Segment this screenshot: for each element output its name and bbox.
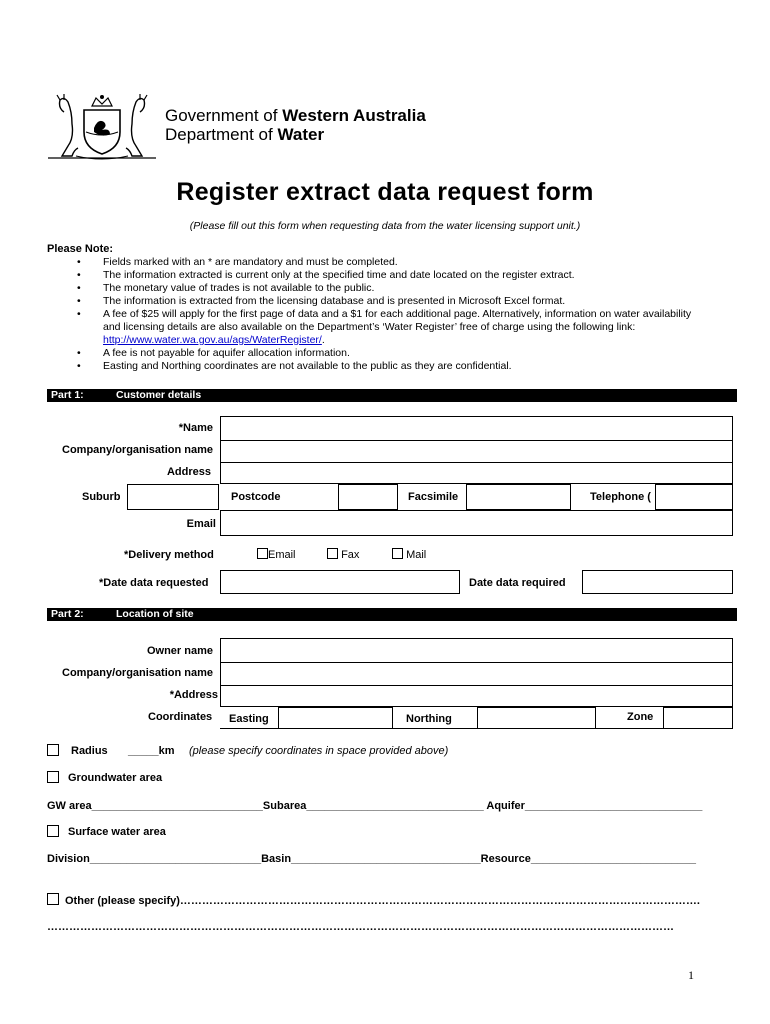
suburb-field[interactable] — [127, 484, 219, 510]
form-title: Register extract data request form — [176, 178, 594, 206]
postcode-label: Postcode — [231, 491, 281, 503]
easting-field[interactable] — [278, 707, 393, 729]
delivery-method-label: *Delivery method — [124, 549, 214, 561]
address-label: Address — [166, 466, 211, 478]
note-item: • A fee is not payable for aquifer allocation information. — [77, 347, 350, 359]
date-requested-label: *Date data requested — [99, 577, 209, 589]
surface-water-checkbox[interactable] — [47, 825, 59, 837]
mail-checkbox[interactable] — [392, 548, 403, 559]
site-address-label: *Address — [169, 689, 218, 701]
groundwater-label: Groundwater area — [68, 772, 163, 784]
part2-title: Location of site — [116, 608, 194, 620]
notes-heading: Please Note: — [47, 243, 114, 255]
northing-field[interactable] — [477, 707, 596, 729]
other-continuation-line[interactable]: ……………………………………………………………………………………………………………………………………………………… — [47, 921, 674, 933]
site-company-label: Company/organisation name — [62, 667, 213, 679]
note-item: • Easting and Northing coordinates are not available to the public as they are confidential. — [77, 360, 512, 372]
company-field[interactable] — [220, 440, 733, 462]
part1-number: Part 1: — [51, 389, 84, 401]
delivery-option-fax[interactable]: Fax — [327, 548, 359, 562]
form-subtitle: (Please fill out this form when requesting data from the water licensing support unit.) — [189, 220, 581, 232]
northing-label: Northing — [406, 713, 452, 725]
radius-hint: (please specify coordinates in space provided above) — [189, 745, 449, 757]
zone-label: Zone — [627, 711, 654, 723]
note-item: • The information is extracted from the licensing database and is presented in Microsoft Excel format. — [77, 295, 566, 307]
delivery-option-mail[interactable]: Mail — [392, 548, 426, 562]
water-register-link[interactable]: http://www.water.wa.gov.au/ags/WaterRegister/ — [103, 334, 322, 346]
email-field[interactable] — [220, 510, 733, 536]
wa-government-crest-logo — [46, 92, 158, 164]
company-label: Company/organisation name — [62, 444, 213, 456]
address-field[interactable] — [220, 462, 733, 484]
notes-list — [65, 256, 710, 373]
radius-km-blank[interactable]: _____km — [128, 745, 175, 757]
zone-field[interactable] — [663, 707, 733, 729]
coordinates-label: Coordinates — [148, 711, 213, 723]
note-item: • A fee of $25 will apply for the first page of data and a $1 for each additional page. Alternatively, information on water availability and licensing details are also available on the Department’s ‘Water Register’ free of charge using the following link: http://www.water.wa.gov.au/ags/WaterRegister/. — [77, 308, 692, 346]
part1-header-bar — [47, 389, 737, 402]
delivery-option-email[interactable]: Email — [257, 548, 296, 562]
part2-header-bar — [47, 608, 737, 621]
name-label: *Name — [178, 422, 213, 434]
facsimile-field[interactable] — [466, 484, 571, 510]
department-heading: Department of Water — [165, 125, 325, 144]
date-required-field[interactable] — [582, 570, 733, 594]
note-item: • The information extracted is current only at the specified time and date located on the register extract. — [77, 269, 575, 281]
groundwater-checkbox[interactable] — [47, 771, 59, 783]
radius-label: Radius — [71, 745, 108, 757]
easting-label: Easting — [229, 713, 269, 725]
surface-water-label: Surface water area — [68, 826, 166, 838]
postcode-field[interactable] — [338, 484, 398, 510]
facsimile-label: Facsimile — [408, 491, 459, 503]
part2-number: Part 2: — [51, 608, 84, 620]
division-basin-resource-line[interactable]: Division____________________________Basin_______________________________Resource___________________________ — [47, 853, 696, 865]
name-field[interactable] — [220, 416, 733, 440]
site-company-field[interactable] — [220, 662, 733, 685]
radius-checkbox[interactable] — [47, 744, 59, 756]
date-required-label: Date data required — [469, 577, 566, 589]
email-checkbox[interactable] — [257, 548, 268, 559]
gw-subarea-aquifer-line[interactable]: GW area____________________________Subarea_____________________________ Aquifer_____________________________ — [47, 800, 703, 812]
fax-checkbox[interactable] — [327, 548, 338, 559]
suburb-label: Suburb — [82, 491, 121, 503]
other-specify-line[interactable]: Other (please specify)……………………………………………………………………………………………………………………………. — [65, 895, 700, 907]
other-checkbox[interactable] — [47, 893, 59, 905]
site-address-field[interactable] — [220, 685, 733, 707]
telephone-label: Telephone ( — [590, 491, 651, 503]
note-item: • The monetary value of trades is not available to the public. — [77, 282, 375, 294]
telephone-field[interactable] — [655, 484, 733, 510]
government-heading: Government of Western Australia — [165, 106, 426, 125]
note-item: • Fields marked with an * are mandatory and must be completed. — [77, 256, 398, 268]
owner-name-label: Owner name — [146, 645, 213, 657]
owner-name-field[interactable] — [220, 638, 733, 662]
part1-title: Customer details — [116, 389, 202, 401]
date-requested-field[interactable] — [220, 570, 460, 594]
page-number: 1 — [688, 968, 694, 982]
email-label: Email — [186, 518, 216, 530]
